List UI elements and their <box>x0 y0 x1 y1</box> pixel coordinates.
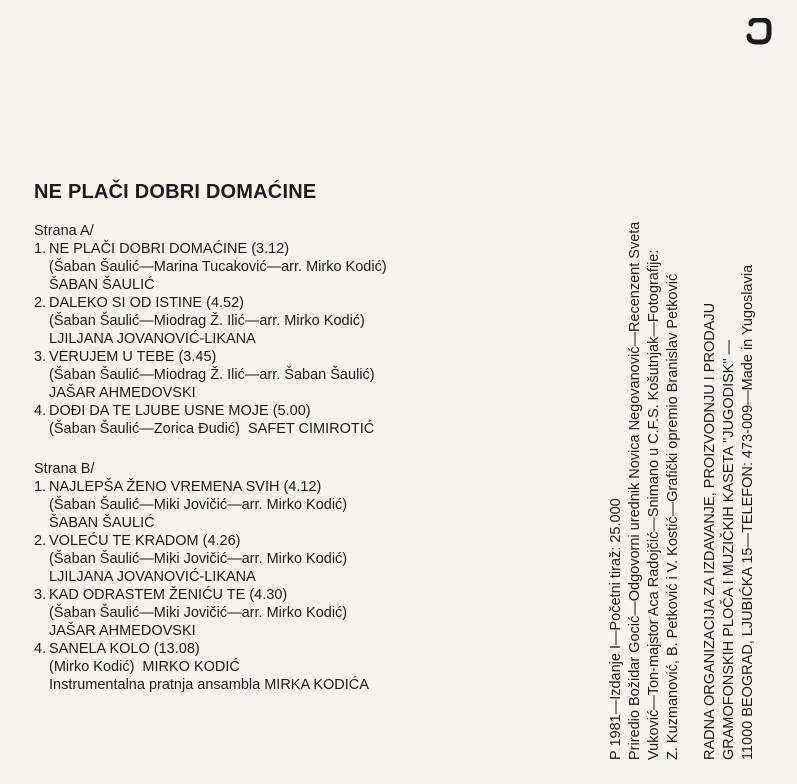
label-line: RADNA ORGANIZACIJA ZA IZDAVANJE, PROIZVODNJU I PRODAJU <box>702 302 718 760</box>
track-a4 <box>34 402 504 438</box>
label-line: 11000 BEOGRAD, LJUBIĆKA 15—TELEFON: 473-009—Made in Yugoslavia <box>740 264 756 760</box>
track-credits: (Mirko Kodić) <box>49 659 135 675</box>
track-number: 4. <box>34 403 47 419</box>
credits-line: Priredio Božidar Gocić—Odgovorni urednik Novica Negovanović—Recenzent Sveta <box>627 221 643 760</box>
credits-line: Vuković—Ton-majstor Aca Radojčić—Snimano u C.F.S. Košutnjak—Fotografije: <box>646 249 662 760</box>
side-a-label: Strana A/ <box>34 223 94 239</box>
track-performer: MIRKO KODIĆ <box>142 659 240 675</box>
track-title: SANELA KOLO (13.08) <box>49 641 200 657</box>
side-b-label: Strana B/ <box>34 461 95 477</box>
side-b <box>34 460 504 694</box>
track-extra-note: Instrumentalna pratnja ansambla MIRKA KODIĆA <box>49 677 369 693</box>
track-title: VOLEĆU TE KRADOM (4.26) <box>49 533 241 549</box>
track-a2 <box>34 294 504 348</box>
track-performer: ŠABAN ŠAULIĆ <box>49 277 155 293</box>
track-credits: (Šaban Šaulić—Miodrag Ž. Ilić—arr. Šaban Šaulić) <box>49 367 375 383</box>
track-number: 3. <box>34 587 47 603</box>
track-b3 <box>34 586 504 640</box>
track-b1 <box>34 478 504 532</box>
track-title: KAD ODRASTEM ŽENIĆU TE (4.30) <box>49 587 288 603</box>
production-credits <box>607 40 758 760</box>
track-b2 <box>34 532 504 586</box>
track-credits: (Šaban Šaulić—Marina Tucaković—arr. Mirko Kodić) <box>49 259 387 275</box>
track-title: DALEKO SI OD ISTINE (4.52) <box>49 295 244 311</box>
track-number: 1. <box>34 479 47 495</box>
label-line: GRAMOFONSKIH PLOČA I MUZIČKIH KASETA "JUGODISK" — <box>721 339 737 760</box>
track-a1 <box>34 240 504 294</box>
track-title: NE PLAČI DOBRI DOMAĆINE (3.12) <box>49 241 290 257</box>
track-number: 2. <box>34 533 47 549</box>
track-b4 <box>34 640 504 694</box>
credits-line: Z. Kuzmanović, B. Petković i V. Kostić—Grafički opremio Branislav Petković <box>665 273 681 760</box>
track-number: 4. <box>34 641 47 657</box>
side-a <box>34 222 504 438</box>
credits-line: P 1981—Izdanje I—Početni tiraž: 25.000 <box>608 498 624 760</box>
track-performer: SAFET CIMIROTIĆ <box>248 421 375 437</box>
track-a3 <box>34 348 504 402</box>
track-credits: (Šaban Šaulić—Miki Jovičić—arr. Mirko Kodić) <box>49 551 348 567</box>
album-title: NE PLAČI DOBRI DOMAĆINE <box>34 181 317 203</box>
track-performer: LJILJANA JOVANOVIĆ-LIKANA <box>49 569 256 585</box>
track-performer: JAŠAR AHMEDOVSKI <box>49 623 196 639</box>
track-title: DOĐI DA TE LJUBE USNE MOJE (5.00) <box>49 403 311 419</box>
track-credits: (Šaban Šaulić—Miki Jovičić—arr. Mirko Kodić) <box>49 605 348 621</box>
track-performer: ŠABAN ŠAULIĆ <box>49 515 155 531</box>
jugodisk-logo-icon <box>745 18 773 48</box>
track-title: NAJLEPŠA ŽENO VREMENA SVIH (4.12) <box>49 479 322 495</box>
track-title: VERUJEM U TEBE (3.45) <box>49 349 217 365</box>
track-credits: (Šaban Šaulić—Zorica Đudić) <box>49 421 240 437</box>
track-number: 3. <box>34 349 47 365</box>
track-number: 1. <box>34 241 47 257</box>
track-credits: (Šaban Šaulić—Miki Jovičić—arr. Mirko Kodić) <box>49 497 348 513</box>
tracklist <box>34 222 504 694</box>
track-performer: JAŠAR AHMEDOVSKI <box>49 385 196 401</box>
track-performer: LJILJANA JOVANOVIĆ-LIKANA <box>49 331 256 347</box>
track-credits: (Šaban Šaulić—Miodrag Ž. Ilić—arr. Mirko Kodić) <box>49 313 365 329</box>
track-number: 2. <box>34 295 47 311</box>
